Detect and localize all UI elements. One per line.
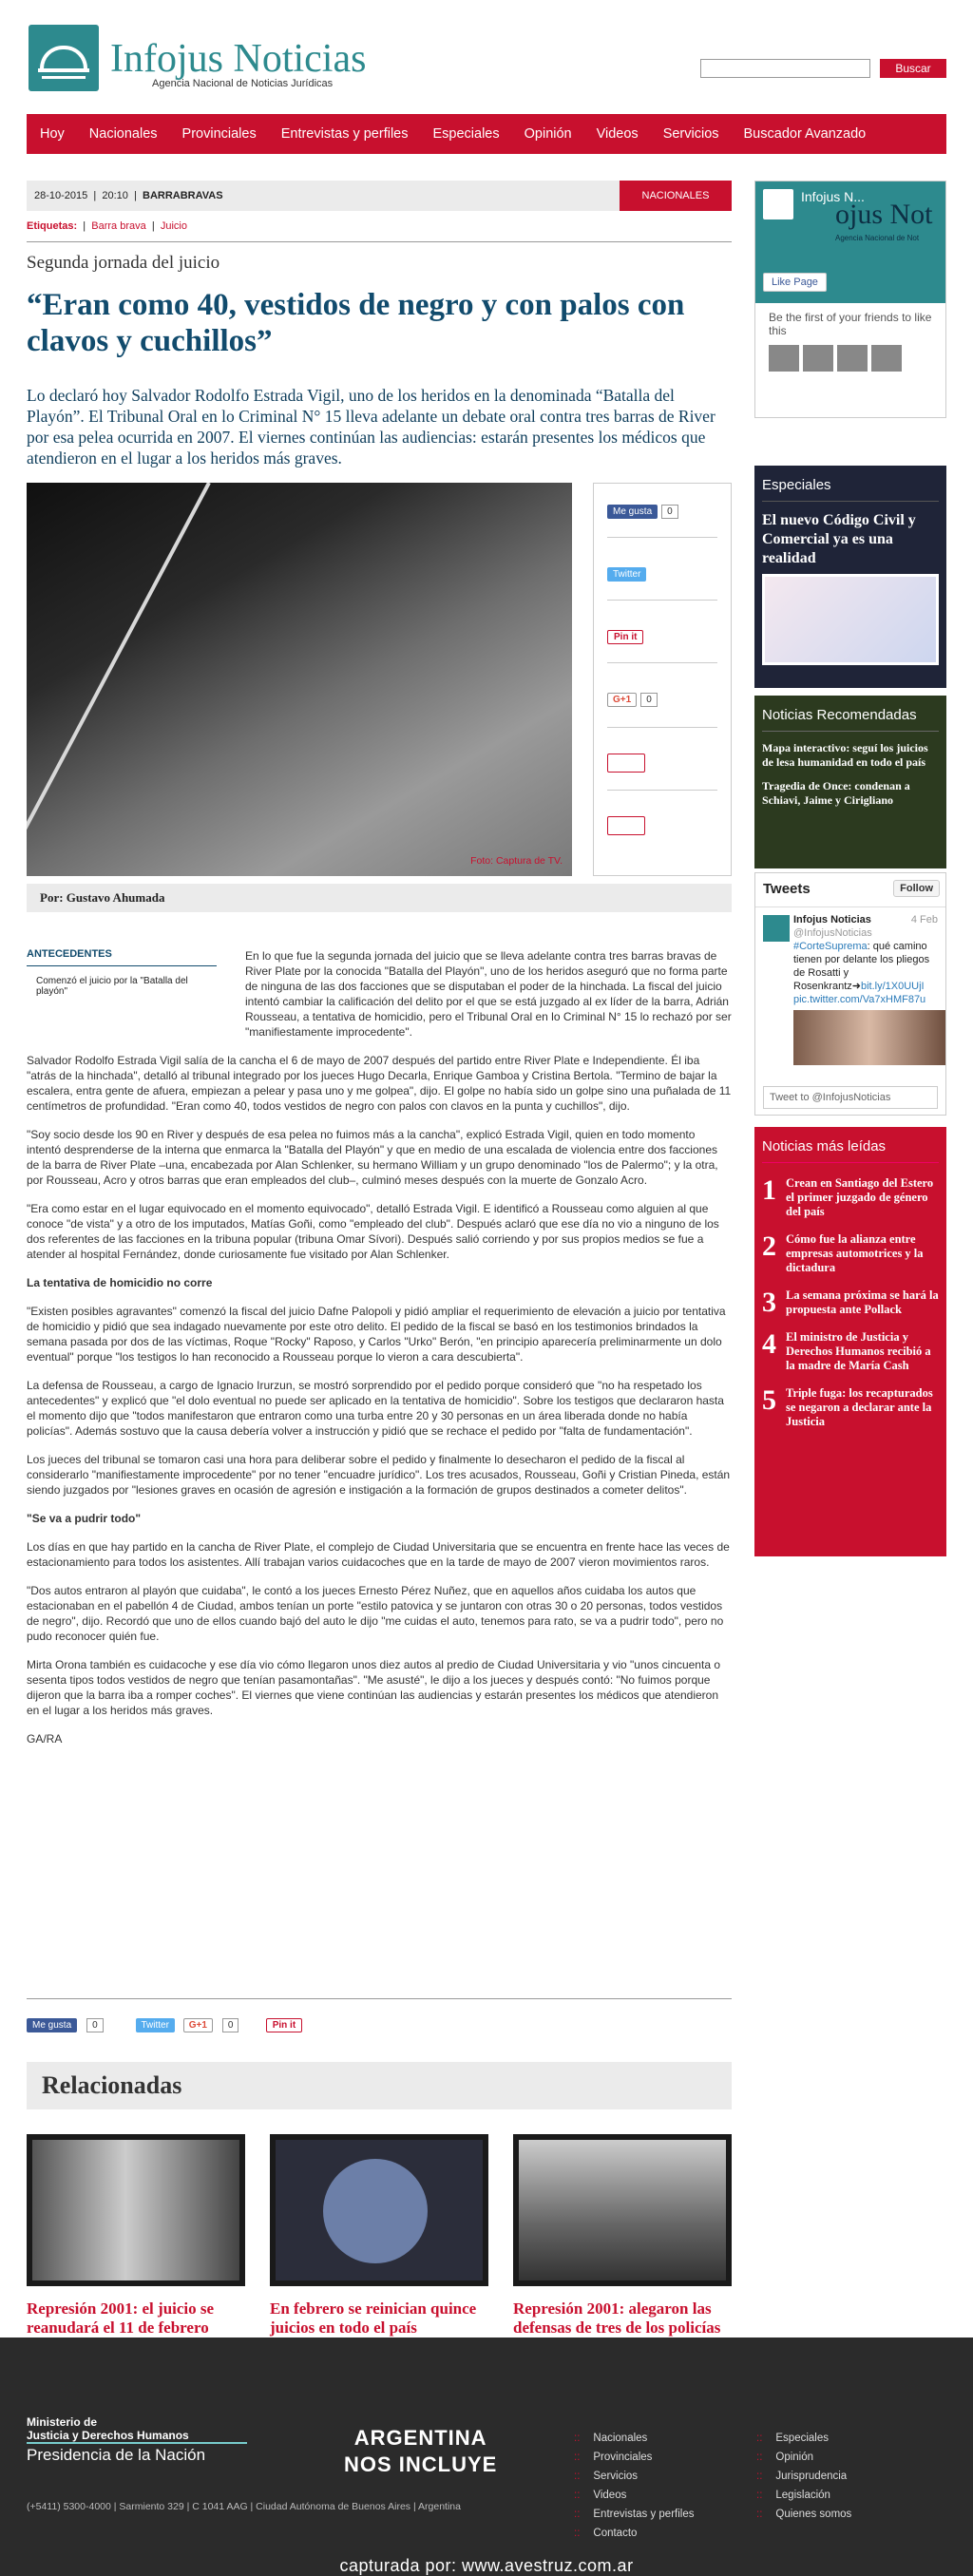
footer-address: (+5411) 5300-4000 | Sarmiento 329 | C 1041 AAG | Ciudad Autónoma de Buenos Aires | Argentina [27, 2501, 461, 2512]
facebook-like-count: 0 [86, 2018, 104, 2032]
footer-link[interactable]: :: Contacto [574, 2524, 695, 2543]
article-section[interactable]: BARRABRAVAS [143, 190, 223, 201]
twitter-widget [754, 872, 946, 1116]
avatar[interactable] [769, 345, 799, 372]
facebook-cover[interactable] [755, 181, 945, 303]
especiales-heading: Especiales [762, 477, 939, 502]
body-paragraph: Los días en que hay partido en la cancha de River Plate, el complejo de Ciudad Universitaria que se encuentra en frente hace las veces de estacionamiento para todos los asistentes. Allí trabajan varios cuidacoches que en la tarde de mayo de 2007 vieron movimientos raros. [27, 1540, 730, 1569]
tweet-hashtag[interactable]: #CorteSuprema [793, 941, 868, 952]
facebook-friends-text: Be the first of your friends to like this [769, 311, 932, 337]
gplus-button[interactable]: G+1 [607, 693, 637, 707]
body-subheading: "Se va a pudrir todo" [27, 1512, 142, 1525]
related-image[interactable] [513, 2134, 732, 2286]
body-paragraph: Mirta Orona también es cuidacoche y ese día vio cómo llegaron unos diez autos al predio de Ciudad Universitaria y vio "unos cincuenta o sesenta tipos todos vestidos de negro que tenían pasamontañas". "Me asusté", le dijo a los jueces y después contó: "No fuimos porque dijeron que la barra iba a romper coches". El viernes que viene continúan las audiencias y estarán presentes los médicos que atendieron en el lugar a los heridos más graves. [27, 1658, 720, 1717]
divider [27, 2442, 247, 2444]
nav-item-especiales[interactable]: Especiales [432, 126, 500, 142]
tags-label: Etiquetas: [27, 220, 78, 232]
recomendadas-box [754, 696, 946, 868]
body-paragraph: Salvador Rodolfo Estrada Vigil salía de la cancha el 6 de mayo de 2007 después del partido entre River Plate e Independiente. Él iba "atrás de la hinchada", detalló al tribunal integrado por los jueces Hugo Decarla, Enrique Gamboa y Cristina Bertola. "Termino de bajar la escalera, entra gente de afuera, empiezan a pelear y pasa uno y me golpea", dijo. El golpe no había sido un golpe sino una puñalada de 11 centímetros de profundidad. "Eran como 40, todos vestidos de negro con palos con clavos en la punta y cuchillos", dijo. [27, 1054, 732, 1113]
brand-part-a: Infojus [110, 37, 223, 81]
avatar[interactable] [803, 345, 833, 372]
tweet-user[interactable]: Infojus Noticias [793, 914, 871, 925]
rank-number: 5 [762, 1384, 776, 1416]
especiales-box [754, 466, 946, 688]
site-footer [0, 2337, 973, 2576]
print-icon[interactable] [607, 754, 645, 773]
mas-leidas-item[interactable] [762, 1288, 939, 1317]
facebook-like-button[interactable]: Me gusta [27, 2018, 77, 2032]
divider [607, 600, 717, 601]
pinterest-button[interactable]: Pin it [607, 630, 643, 644]
related-title[interactable]: Represión 2001: el juicio se reanudará el 11 de febrero [27, 2299, 215, 2337]
footer-link[interactable]: :: Entrevistas y perfiles [574, 2505, 695, 2524]
related-image[interactable] [27, 2134, 245, 2286]
ministry-name[interactable]: Ministerio de Justicia y Derechos Humanos [27, 2415, 189, 2442]
footer-link[interactable]: :: Opinión [756, 2448, 851, 2467]
tweet-date[interactable]: 4 Feb [910, 914, 938, 925]
mas-leidas-item[interactable] [762, 1330, 939, 1373]
photo-railing [27, 483, 211, 876]
divider [607, 662, 717, 663]
avatar[interactable] [763, 915, 790, 942]
divider [27, 1998, 732, 1999]
related-heading: Relacionadas [27, 2062, 732, 2109]
nav-item-provinciales[interactable]: Provinciales [181, 126, 257, 142]
main-nav [27, 114, 946, 154]
tweets-heading: Tweets [763, 881, 811, 897]
footer-link[interactable]: :: Servicios [574, 2467, 695, 2486]
body-paragraph: En lo que fue la segunda jornada del juicio que se lleva adelante contra tres barras bravas de River Plate por la conocida "Batalla del Playón", uno de los heridos aseguró que no forma parte de ninguna de las dos facciones que se disputaban el poder de la hinchada. La fiscal del juicio intentó cambiar la calificación del delito por el que se está juzgado al ex líder de la barra, Adrián Rousseau, a tentativa de homicidio, pero el Tribunal Oral en lo Criminal N° 15 lo rechazó por ser "manifiestamente improcedente". [245, 949, 732, 1039]
rank-number: 2 [762, 1231, 776, 1262]
especiales-title[interactable]: El nuevo Código Civil y Comercial ya es una realidad [762, 512, 916, 566]
search-input[interactable] [700, 59, 870, 78]
gplus-button[interactable]: G+1 [183, 2018, 213, 2032]
nav-item-videos[interactable]: Videos [596, 126, 639, 142]
article-kicker: Segunda jornada del juicio [27, 253, 220, 273]
nav-item-opinion[interactable]: Opinión [524, 126, 572, 142]
mas-leidas-item[interactable] [762, 1176, 939, 1219]
nav-item-buscador[interactable]: Buscador Avanzado [743, 126, 867, 142]
divider [607, 727, 717, 728]
footer-link[interactable]: :: Nacionales [574, 2429, 695, 2448]
antecedentes-heading: ANTECEDENTES [27, 948, 217, 966]
mas-leidas-item[interactable] [762, 1386, 939, 1429]
related-title[interactable]: Represión 2001: alegaron las defensas de tres de los policías [513, 2299, 721, 2337]
article-date: 28-10-2015 [34, 190, 88, 201]
tweet-pic-link[interactable]: pic.twitter.com/Va7xHMF87u [793, 994, 926, 1005]
share-box [593, 483, 732, 876]
mas-leidas-item[interactable] [762, 1232, 939, 1275]
article-body [27, 948, 732, 1760]
twitter-follow-button[interactable]: Follow [893, 880, 940, 897]
nav-item-entrevistas[interactable]: Entrevistas y perfiles [280, 126, 409, 142]
tweet-text: : qué camino tienen por delante los pliegos de Rosatti y Rosenkrantz➜ [793, 941, 930, 992]
search-button[interactable]: Buscar [880, 59, 946, 78]
article-time: 20:10 [102, 190, 128, 201]
recomendada-link[interactable]: Mapa interactivo: seguí los juicios de lesa humanidad en todo el país [762, 741, 928, 769]
mas-leidas-title[interactable]: Crean en Santiago del Estero el primer juzgado de género del país [786, 1176, 934, 1218]
tags-row: Etiquetas: | Barra brava | Juicio [27, 220, 187, 232]
article-meta-bar: 28-10-2015 | 20:10 | BARRABRAVAS NACIONALES [27, 181, 732, 211]
footer-links-col1 [574, 2429, 695, 2543]
footer-link[interactable]: :: Jurisprudencia [756, 2467, 851, 2486]
argentina-logo[interactable]: ARGENTINA NOS INCLUYE [344, 2426, 498, 2476]
recomendada-link[interactable]: Tragedia de Once: condenan a Schiavi, Jaime y Cirigliano [762, 779, 910, 807]
email-icon[interactable] [607, 816, 645, 835]
avatar[interactable] [871, 345, 902, 372]
footer-link[interactable]: :: Legislación [756, 2486, 851, 2505]
facebook-page-name[interactable]: Infojus N... [801, 189, 865, 204]
antecedentes-link[interactable]: Comenzó el juicio por la "Batalla del playón" [36, 976, 188, 997]
body-signature: GA/RA [27, 1732, 63, 1746]
tweet-handle[interactable]: @InfojusNoticias [793, 927, 872, 939]
twitter-share-button[interactable]: Twitter [136, 2018, 175, 2032]
body-paragraph: "Existen posibles agravantes" comenzó la fiscal del juicio Dafne Palopoli y pidió ampliar el requerimiento de elevación a juicio por tentativa de homicidio y pidió que sea indagado nuevamente por este otro delito. El pedido de la fiscal se basó en los testimonios brindados la semana pasada por dos de las víctimas, Roque "Rocky" Raposo, y Carlos "Urko" Berón, "en principio aparecería preliminarmente un dolo eventual" porque "los testigos lo han reconocido a Rousseau porque lo vieron a cara descubierta". [27, 1305, 726, 1364]
body-paragraph: Los jueces del tribunal se tomaron casi una hora para deliberar sobre el pedido y finalmente lo desecharon el pedido de la fiscal al considerarlo "manifiestamente improcedente" por no tener "encuadre jurídico". Los tres acusados, Rousseau, Goñi y Cristian Pineda, están siendo juzgados por "lesiones graves en ocasión de agresión e instigación a la formación de grupos destinados a cometer delitos". [27, 1453, 731, 1497]
facebook-faces [755, 345, 945, 372]
facebook-cover-subtitle: Agencia Nacional de Not [835, 234, 920, 242]
related-item[interactable] [27, 2134, 245, 2337]
tweet [755, 907, 945, 1006]
footer-link[interactable]: :: Videos [574, 2486, 695, 2505]
photo-caption: Foto: Captura de TV. [470, 855, 563, 867]
article-photo [27, 483, 572, 876]
footer-links-col2 [756, 2429, 851, 2524]
brand-part-b: Noticias [223, 37, 367, 81]
tweet-link[interactable]: bit.ly/1X0UUjI [860, 981, 925, 992]
divider [607, 790, 717, 791]
body-paragraph: "Era como estar en el lugar equivocado en el momento equivocado", detalló Estrada Vigil. E identificó a Rousseau como alguien al que conoce "de vista" y a otro de los imputados, Matías Goñi, como "empleado del club". Después aclaró que ese día no vio a ninguno de los dos referentes de las facciones en la tribuna popular (tribuna Omar Sívori). Después salió corriendo y por sus propios medios se fue a atender al hospital Fernández, donde curiosamente fue visitado por Alan Schlenker. [27, 1202, 719, 1261]
related-title[interactable]: En febrero se reinician quince juicios en todo el país [270, 2299, 477, 2337]
facebook-like-count: 0 [661, 505, 678, 519]
facebook-cover-text: ojus Not [835, 199, 933, 230]
nav-item-nacionales[interactable]: Nacionales [88, 126, 158, 142]
mas-leidas-title[interactable]: Triple fuga: los recapturados se negaron a declarar ante la Justicia [786, 1386, 933, 1428]
nav-item-hoy[interactable]: Hoy [40, 126, 65, 142]
tag-link[interactable]: Barra brava [91, 220, 146, 232]
gplus-count: 0 [222, 2018, 239, 2032]
tag-link[interactable]: Juicio [160, 220, 187, 232]
divider [607, 537, 717, 538]
body-paragraph: "Soy socio desde los 90 en River y después de esa pelea no fuimos más a la cancha", explicó Estrada Vigil, quien en todo momento intentó desprenderse de la interna que enmarca la "Batalla del Playón" y que en medio de una escalada de violencia entre dos facciones de la barra de River Plate –una, encabezada por Alan Schlenker, su hermano William y un grupo denominado "los de Palermo"; y la otra, por Rousseau, Acro y otros barras que eran empleados del club–, culminó meses después con la muerte de Gonzalo Acro. [27, 1128, 718, 1187]
article-author: Por: Gustavo Ahumada [27, 884, 732, 912]
nav-item-servicios[interactable]: Servicios [662, 126, 719, 142]
body-paragraph: La defensa de Rousseau, a cargo de Ignacio Irurzun, se mostró sorprendido por el pedido porque consideró que "no ha respetado los antecedentes" y explicó que "el dolo eventual no puede ser aplicado en la tentativa de homicidio". Sobre los testigos que declararon hasta el momento dijo que "todos manifestaron que entraron como una turba entre 20 y 30 personas en un área liberada donde no había policías". Además sostuvo que la causa debería volver a instrucción y pidió que se rechace el pedido por "falta de fundamentación". [27, 1379, 724, 1438]
body-subheading: La tentativa de homicidio no corre [27, 1276, 213, 1289]
footer-link[interactable]: :: Quienes somos [756, 2505, 851, 2524]
page-avatar[interactable] [763, 189, 793, 219]
footer-link[interactable]: :: Provinciales [574, 2448, 695, 2467]
facebook-page-widget [754, 181, 946, 418]
mas-leidas-title[interactable]: Cómo fue la alianza entre empresas automotrices y la dictadura [786, 1232, 924, 1274]
share-bar-bottom [27, 2018, 308, 2032]
gplus-count: 0 [640, 693, 658, 707]
related-image[interactable] [270, 2134, 488, 2286]
rank-number: 4 [762, 1328, 776, 1360]
especiales-image[interactable] [762, 574, 939, 665]
twitter-share-button[interactable]: Twitter [607, 567, 646, 582]
divider [27, 241, 732, 242]
capture-watermark: capturada por: www.avestruz.com.ar [339, 2556, 634, 2575]
facebook-like-button[interactable]: Me gusta [607, 505, 658, 519]
site-brand[interactable] [110, 36, 366, 82]
avatar[interactable] [837, 345, 868, 372]
article-title: “Eran como 40, vestidos de negro y con palos con clavos y cuchillos” [27, 288, 685, 358]
mas-leidas-title[interactable]: La semana próxima se hará la propuesta ante Pollack [786, 1288, 939, 1316]
site-logo[interactable] [29, 25, 99, 91]
body-paragraph: "Dos autos entraron al playón que cuidaba", le contó a los jueces Ernesto Pérez Nuñez, que en aquellos años cuidaba los autos que estacionaban en el pabellón 4 de Ciudad, ambos tenían un porte "estilo patovica y se juntaron con otras 30 o 20 personas, todos vestidos de negro", dijo. Recordó que uno de ellos cuando bajó del auto le dijo "me cuidas el auto, tenemos para rato, se va a pudrir todo", pero no pudo reconocer quién fue. [27, 1584, 724, 1643]
mas-leidas-heading: Noticias más leídas [762, 1138, 939, 1163]
category-badge[interactable]: NACIONALES [620, 181, 732, 211]
tweet-to-input[interactable]: Tweet to @InfojusNoticias [763, 1086, 938, 1109]
footer-link[interactable]: :: Especiales [756, 2429, 851, 2448]
facebook-like-page-button[interactable]: Like Page [763, 273, 827, 292]
rank-number: 3 [762, 1287, 776, 1318]
facebook-like-group [607, 505, 678, 519]
tweet-image[interactable] [793, 1010, 945, 1065]
recomendadas-heading: Noticias Recomendadas [762, 707, 939, 732]
brand-subtitle: Agencia Nacional de Noticias Jurídicas [152, 78, 334, 89]
presidency-name[interactable]: Presidencia de la Nación [27, 2446, 206, 2464]
mas-leidas-title[interactable]: El ministro de Justicia y Derechos Humanos recibió a la madre de María Cash [786, 1330, 931, 1372]
mas-leidas-box [754, 1127, 946, 1556]
rank-number: 1 [762, 1174, 776, 1206]
article-lead: Lo declaró hoy Salvador Rodolfo Estrada Vigil, uno de los heridos en la denominada “Batalla del Playón”. El Tribunal Oral en lo Criminal N° 15 lleva adelante un debate oral contra tres barras de River por esa pelea ocurrida en 2007. El viernes continúan las audiencias: estarán presentes los médicos que atendieron en el lugar a los heridos más graves. [27, 386, 715, 467]
related-item[interactable] [270, 2134, 488, 2337]
pinterest-button[interactable]: Pin it [266, 2018, 302, 2032]
related-item[interactable] [513, 2134, 732, 2357]
